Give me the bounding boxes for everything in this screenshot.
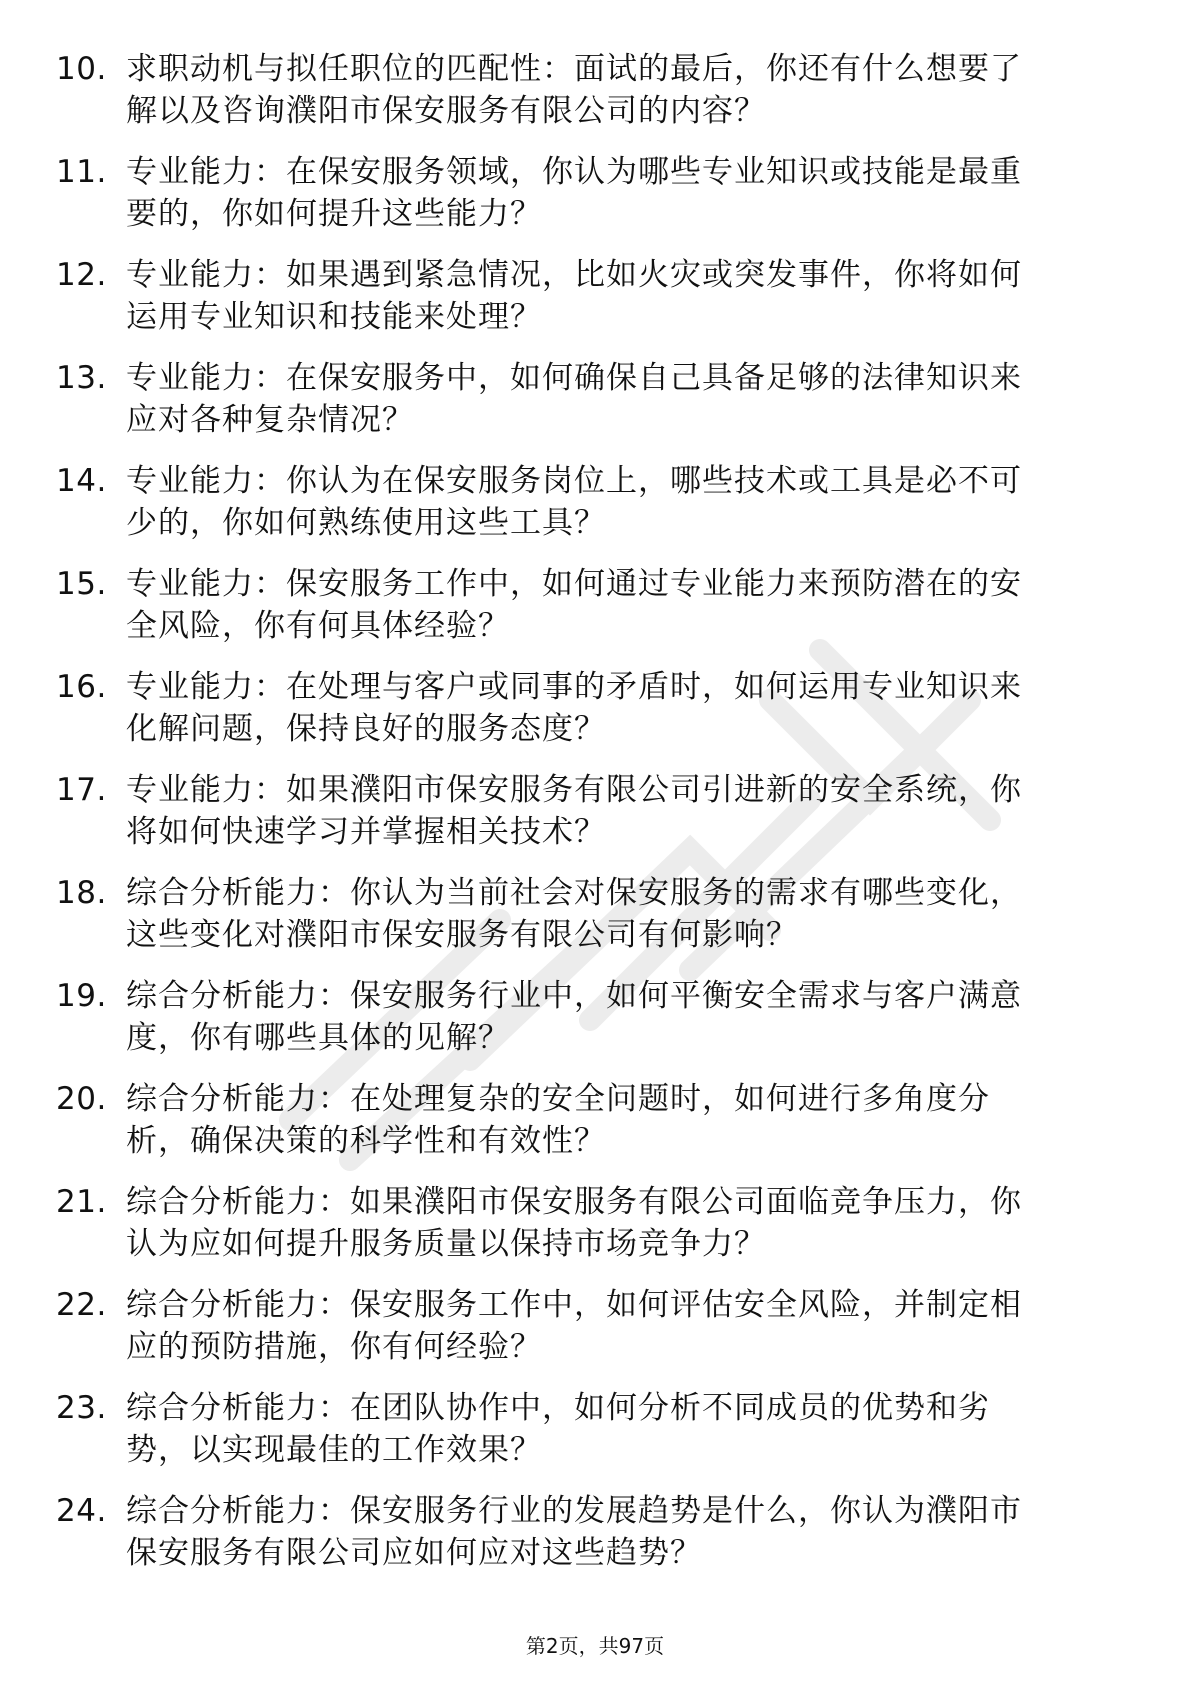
question-item: [56, 1181, 1116, 1284]
question-text: 专业能力：如果遇到紧急情况，比如火灾或突发事件，你将如何 运用专业知识和技能来处理？: [126, 257, 1022, 335]
question-number: 12.: [56, 257, 107, 293]
question-text: 专业能力：在保安服务领域，你认为哪些专业知识或技能是最重 要的，你如何提升这些能力？: [126, 154, 1022, 232]
question-text: 专业能力：在保安服务中，如何确保自己具备足够的法律知识来 应对各种复杂情况？: [126, 360, 1022, 438]
question-text: 求职动机与拟任职位的匹配性：面试的最后，你还有什么想要了 解以及咨询濮阳市保安服务有限公司的内容？: [126, 51, 1022, 129]
question-item: [56, 460, 1116, 563]
question-number: 17.: [56, 772, 107, 808]
question-text: 专业能力：如果濮阳市保安服务有限公司引进新的安全系统，你 将如何快速学习并掌握相关技术？: [126, 772, 1022, 850]
question-item: [56, 48, 1116, 151]
question-text: 综合分析能力：在团队协作中，如何分析不同成员的优势和劣 势，以实现最佳的工作效果？: [126, 1390, 990, 1468]
question-item: [56, 254, 1116, 357]
question-list: [56, 48, 1116, 1593]
question-number: 21.: [56, 1184, 107, 1220]
question-item: [56, 563, 1116, 666]
question-item: [56, 1490, 1116, 1593]
question-item: [56, 975, 1116, 1078]
question-item: [56, 872, 1116, 975]
question-number: 23.: [56, 1390, 107, 1426]
question-text: 专业能力：保安服务工作中，如何通过专业能力来预防潜在的安 全风险，你有何具体经验？: [126, 566, 1022, 644]
question-text: 综合分析能力：你认为当前社会对保安服务的需求有哪些变化， 这些变化对濮阳市保安服务有限公司有何影响？: [126, 875, 1022, 953]
question-text: 专业能力：你认为在保安服务岗位上，哪些技术或工具是必不可 少的，你如何熟练使用这些工具？: [126, 463, 1022, 541]
question-number: 13.: [56, 360, 107, 396]
question-item: [56, 1284, 1116, 1387]
page-footer: 第2页，共97页: [525, 1634, 665, 1658]
question-text: 综合分析能力：保安服务行业中，如何平衡安全需求与客户满意 度，你有哪些具体的见解？: [126, 978, 1022, 1056]
question-number: 14.: [56, 463, 107, 499]
question-item: [56, 151, 1116, 254]
question-number: 18.: [56, 875, 107, 911]
question-text: 综合分析能力：保安服务行业的发展趋势是什么，你认为濮阳市 保安服务有限公司应如何应对这些趋势？: [126, 1493, 1022, 1571]
question-number: 19.: [56, 978, 107, 1014]
question-text: 综合分析能力：保安服务工作中，如何评估安全风险，并制定相 应的预防措施，你有何经验？: [126, 1287, 1022, 1365]
question-number: 22.: [56, 1287, 107, 1323]
question-number: 11.: [56, 154, 107, 190]
question-item: [56, 357, 1116, 460]
question-item: [56, 769, 1116, 872]
question-number: 24.: [56, 1493, 107, 1529]
question-item: [56, 1078, 1116, 1181]
question-number: 15.: [56, 566, 107, 602]
question-number: 20.: [56, 1081, 107, 1117]
question-text: 综合分析能力：如果濮阳市保安服务有限公司面临竞争压力，你 认为应如何提升服务质量以保持市场竞争力？: [126, 1184, 1022, 1262]
question-item: [56, 1387, 1116, 1490]
question-item: [56, 666, 1116, 769]
question-number: 16.: [56, 669, 107, 705]
question-text: 综合分析能力：在处理复杂的安全问题时，如何进行多角度分 析，确保决策的科学性和有效性？: [126, 1081, 990, 1159]
question-text: 专业能力：在处理与客户或同事的矛盾时，如何运用专业知识来 化解问题，保持良好的服务态度？: [126, 669, 1022, 747]
question-number: 10.: [56, 51, 107, 87]
